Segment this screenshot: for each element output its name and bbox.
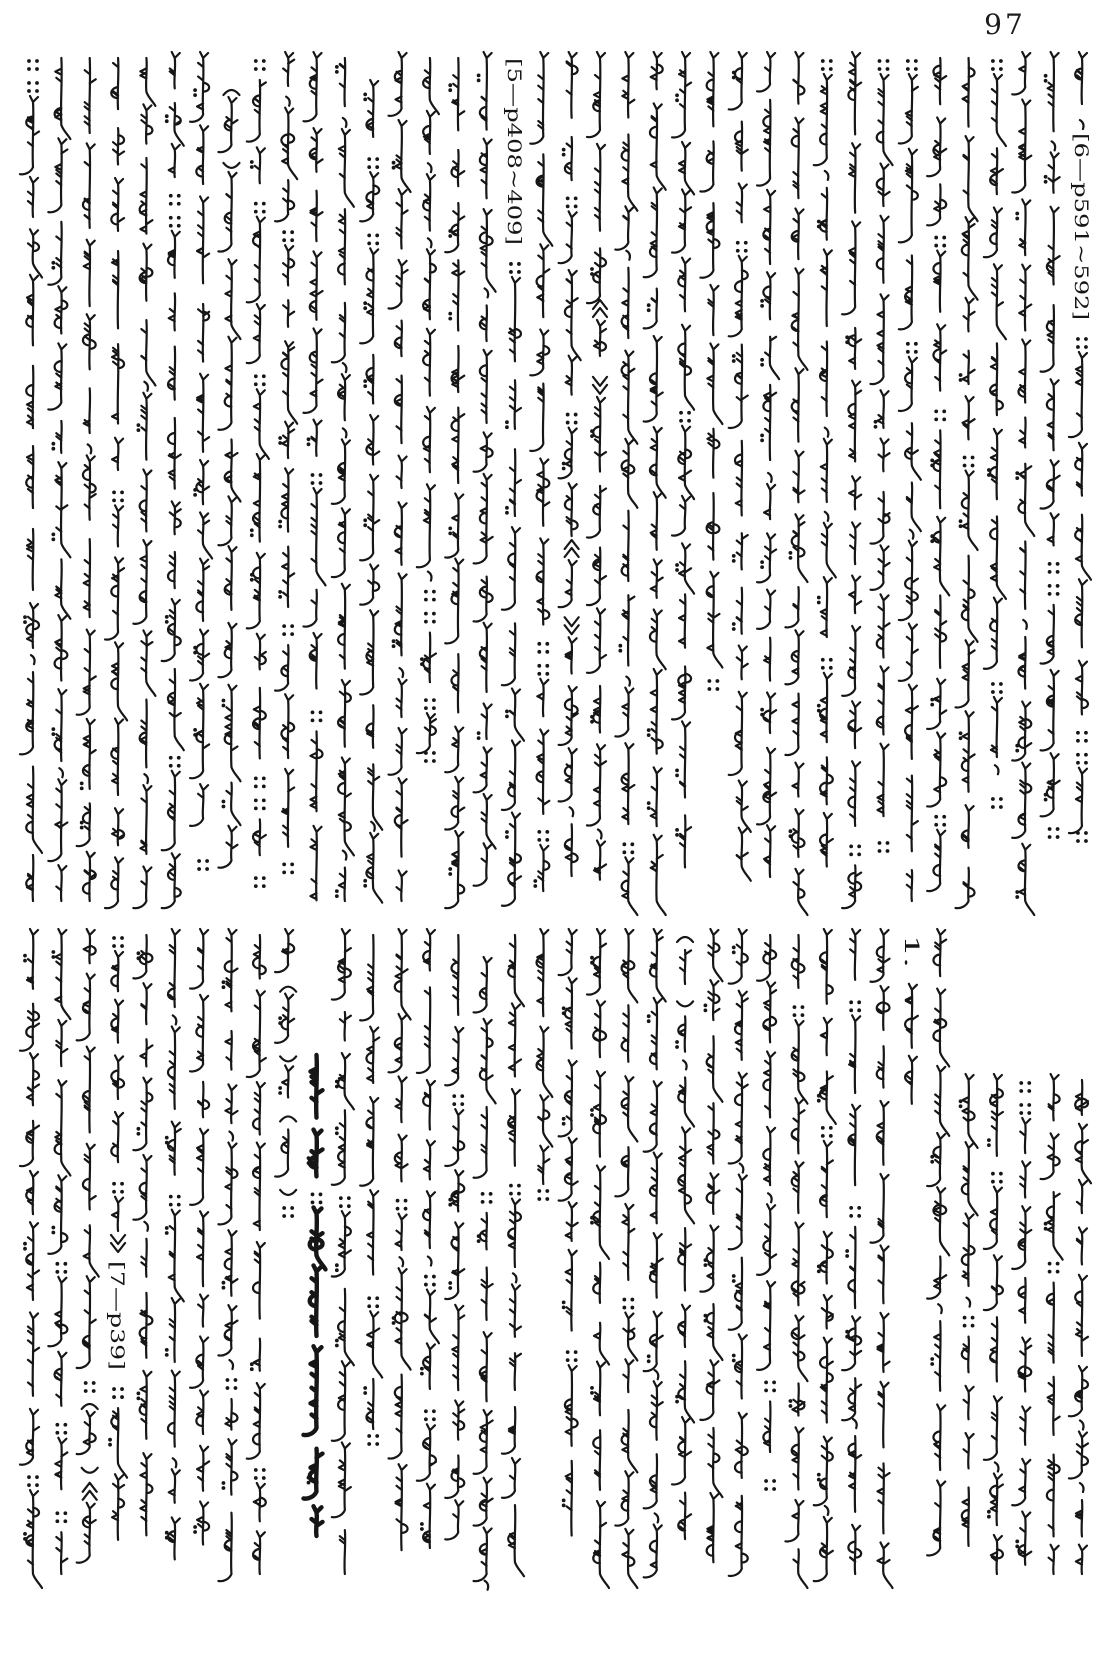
script-column <box>360 80 382 903</box>
script-column <box>672 52 694 867</box>
script-column <box>474 957 496 1590</box>
script-column <box>445 935 464 1539</box>
script-column <box>133 935 152 1535</box>
script-column <box>20 96 42 901</box>
script-column <box>1041 1074 1063 1574</box>
script-column <box>1012 1118 1031 1565</box>
script-column <box>247 80 269 855</box>
script-column <box>20 929 42 1588</box>
script-column <box>700 52 722 668</box>
script-column <box>757 935 776 1452</box>
script-column <box>956 58 978 908</box>
script-column <box>445 58 464 908</box>
script-column <box>133 58 155 908</box>
script-column <box>389 52 411 901</box>
page-number: 97 <box>984 8 1026 41</box>
script-column <box>871 74 893 816</box>
script-column <box>984 1074 1003 1574</box>
script-column <box>168 929 184 1559</box>
script-column <box>280 232 292 872</box>
script-column <box>537 929 553 1184</box>
script-column <box>502 277 524 906</box>
script-column <box>304 1055 326 1536</box>
script-column <box>842 929 861 1574</box>
script-column <box>105 58 127 908</box>
script-column <box>729 52 751 881</box>
script-column <box>814 929 836 1581</box>
script-column <box>218 929 237 1581</box>
text-band-top <box>20 52 1092 915</box>
script-column <box>905 984 918 1104</box>
script-column <box>389 929 411 1550</box>
script-column <box>474 52 496 886</box>
script-column <box>502 935 524 1576</box>
script-column <box>989 1140 1001 1517</box>
script-column <box>729 929 748 1576</box>
script-column <box>167 1138 179 1538</box>
script-column <box>53 952 65 1521</box>
script-column <box>757 52 779 877</box>
script-column <box>365 94 377 885</box>
script-column <box>644 52 666 915</box>
script-column <box>615 52 637 915</box>
script-column <box>77 58 96 901</box>
script-column <box>1069 1080 1091 1574</box>
script-column <box>672 937 694 1539</box>
script-column <box>814 74 836 867</box>
script-column <box>332 929 354 1574</box>
script-column <box>304 52 326 900</box>
script-column <box>615 929 637 1588</box>
script-column <box>927 929 949 1555</box>
script-column <box>1046 76 1058 837</box>
script-column <box>734 73 746 630</box>
script-column <box>417 58 439 753</box>
script-column <box>195 90 207 869</box>
citation-7: [7—p39] <box>106 1261 129 1344</box>
script-column <box>86 1383 94 1391</box>
script-column <box>111 951 127 1540</box>
section-number: 1. <box>899 935 924 955</box>
script-column <box>360 935 382 1429</box>
script-column <box>587 52 607 880</box>
script-column <box>961 375 973 738</box>
script-column <box>559 929 578 1536</box>
script-column <box>48 929 70 1574</box>
script-column <box>700 929 722 1562</box>
script-column <box>709 681 717 689</box>
script-column <box>309 439 321 720</box>
script-column <box>332 58 354 901</box>
script-column <box>48 58 70 901</box>
script-column <box>927 58 949 891</box>
script-column <box>530 52 552 891</box>
text-band-bottom <box>20 929 1091 1590</box>
script-column <box>1017 1083 1029 1546</box>
script-column <box>218 90 240 868</box>
citation-5: [5—p408~409] <box>502 58 525 205</box>
script-column <box>819 1096 831 1480</box>
script-column <box>899 74 921 901</box>
script-column <box>644 929 666 1577</box>
script-column <box>984 74 1006 774</box>
script-column <box>785 52 807 915</box>
script-column <box>587 929 609 1588</box>
script-column <box>511 1186 519 1194</box>
script-column <box>422 1277 434 1529</box>
script-column <box>190 52 212 826</box>
citation-6: [6—p591~592] <box>1069 133 1092 280</box>
script-column <box>624 1300 632 1308</box>
script-column <box>507 264 519 837</box>
script-column <box>539 1191 547 1199</box>
script-column <box>785 935 807 1588</box>
script-column <box>417 929 439 1548</box>
script-column <box>162 52 184 908</box>
script-column <box>962 1074 978 1546</box>
script-column <box>114 492 122 500</box>
script-column <box>77 929 99 1563</box>
script-column <box>842 52 861 908</box>
script-column <box>871 929 893 1588</box>
script-column <box>1041 52 1060 816</box>
script-column <box>275 52 297 847</box>
script-column <box>1012 52 1034 915</box>
script-column <box>275 929 296 1195</box>
script-column <box>190 929 209 1545</box>
